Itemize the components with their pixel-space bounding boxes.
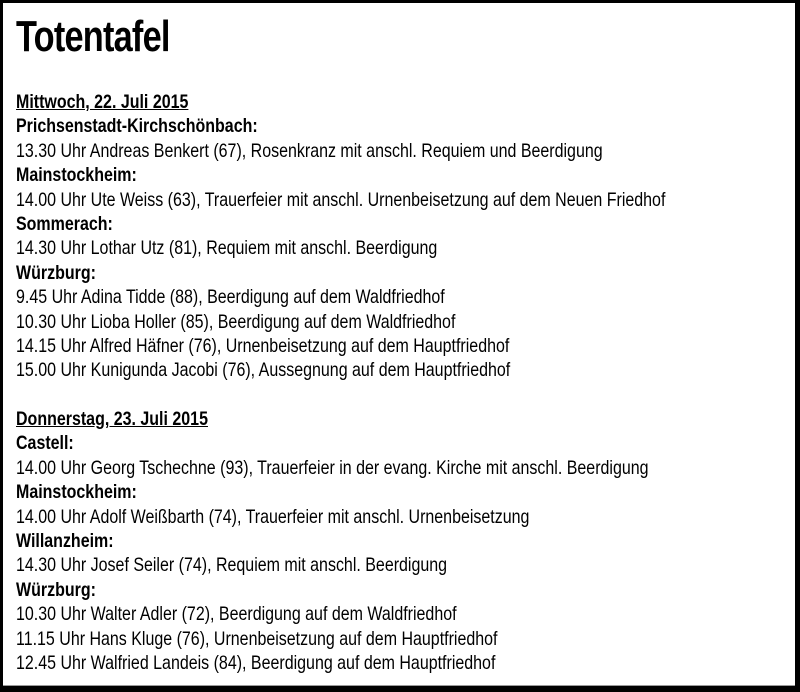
funeral-entry: 15.00 Uhr Kunigunda Jacobi (76), Aussegnung auf dem Hauptfriedhof bbox=[16, 359, 511, 382]
funeral-entry: 9.45 Uhr Adina Tidde (88), Beerdigung auf dem Waldfriedhof bbox=[16, 286, 445, 309]
place-heading: Castell: bbox=[16, 432, 74, 455]
funeral-entry: 14.00 Uhr Adolf Weißbarth (74), Trauerfeier mit anschl. Urnenbeisetzung bbox=[16, 505, 530, 528]
place-heading: Willanzheim: bbox=[16, 530, 114, 553]
place-heading: Prichsenstadt-Kirchschönbach: bbox=[16, 115, 258, 138]
funeral-entry: 12.45 Uhr Walfried Landeis (84), Beerdigung auf dem Hauptfriedhof bbox=[16, 651, 496, 674]
place-heading: Würzburg: bbox=[16, 578, 96, 601]
funeral-entry: 13.30 Uhr Andreas Benkert (67), Rosenkranz mit anschl. Requiem und Beerdigung bbox=[16, 139, 603, 162]
day-section bbox=[16, 407, 665, 675]
section-spacer bbox=[16, 383, 665, 407]
day-date: Mittwoch, 22. Juli 2015 bbox=[16, 91, 189, 113]
day-date: Donnerstag, 23. Juli 2015 bbox=[16, 408, 208, 431]
place-heading: Mainstockheim: bbox=[16, 164, 137, 187]
funeral-entry: 11.15 Uhr Hans Kluge (76), Urnenbeisetzung auf dem Hauptfriedhof bbox=[16, 627, 498, 650]
funeral-entry: 14.15 Uhr Alfred Häfner (76), Urnenbeisetzung auf dem Hauptfriedhof bbox=[16, 334, 510, 357]
funeral-entry: 10.30 Uhr Lioba Holler (85), Beerdigung auf dem Waldfriedhof bbox=[16, 310, 456, 333]
page-title: Totentafel bbox=[16, 12, 170, 61]
day-section bbox=[16, 90, 665, 383]
obituary-board bbox=[3, 3, 795, 686]
place-heading: Würzburg: bbox=[16, 261, 96, 284]
funeral-entry: 14.00 Uhr Georg Tschechne (93), Trauerfeier in der evang. Kirche mit anschl. Beerdigung bbox=[16, 456, 649, 479]
funeral-entry: 14.30 Uhr Lothar Utz (81), Requiem mit anschl. Beerdigung bbox=[16, 237, 438, 260]
place-heading: Mainstockheim: bbox=[16, 481, 137, 504]
funeral-entry: 10.30 Uhr Walter Adler (72), Beerdigung auf dem Waldfriedhof bbox=[16, 603, 457, 626]
funeral-entry: 14.30 Uhr Josef Seiler (74), Requiem mit anschl. Beerdigung bbox=[16, 554, 448, 577]
funeral-entry: 14.00 Uhr Ute Weiss (63), Trauerfeier mit anschl. Urnenbeisetzung auf dem Neuen Friedhof bbox=[16, 188, 666, 211]
place-heading: Sommerach: bbox=[16, 212, 113, 235]
obituary-content bbox=[16, 90, 665, 675]
